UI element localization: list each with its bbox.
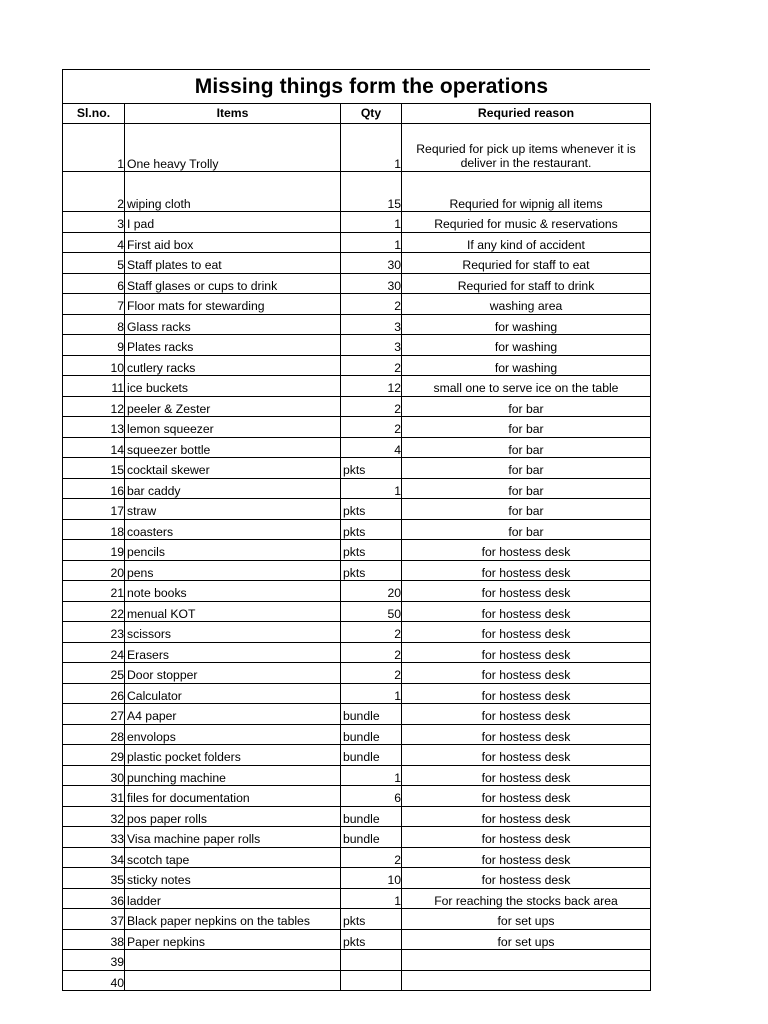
- cell-qty[interactable]: 20: [341, 581, 402, 602]
- cell-reason[interactable]: washing area: [402, 294, 651, 315]
- cell-qty[interactable]: pkts: [341, 560, 402, 581]
- cell-reason[interactable]: for bar: [402, 437, 651, 458]
- table-row: [63, 929, 651, 950]
- cell-item[interactable]: punching machine: [125, 765, 341, 786]
- table-row: [63, 335, 651, 356]
- cell-qty[interactable]: 2: [341, 417, 402, 438]
- header-items[interactable]: Items: [125, 104, 341, 124]
- cell-slno[interactable]: 9: [63, 335, 125, 356]
- cell-reason[interactable]: for hostess desk: [402, 827, 651, 848]
- cell-item[interactable]: cutlery racks: [125, 355, 341, 376]
- cell-reason[interactable]: for hostess desk: [402, 560, 651, 581]
- cell-slno[interactable]: 39: [63, 950, 125, 971]
- cell-qty[interactable]: pkts: [341, 519, 402, 540]
- cell-qty[interactable]: 1: [341, 124, 402, 172]
- cell-item[interactable]: Staff glases or cups to drink: [125, 273, 341, 294]
- cell-qty[interactable]: bundle: [341, 724, 402, 745]
- cell-item[interactable]: Erasers: [125, 642, 341, 663]
- cell-qty[interactable]: 10: [341, 868, 402, 889]
- table-row: [63, 172, 651, 212]
- cell-slno[interactable]: 22: [63, 601, 125, 622]
- table-row: [63, 745, 651, 766]
- cell-slno[interactable]: 32: [63, 806, 125, 827]
- cell-reason[interactable]: for hostess desk: [402, 745, 651, 766]
- cell-qty[interactable]: 1: [341, 212, 402, 233]
- cell-item[interactable]: plastic pocket folders: [125, 745, 341, 766]
- header-row: [63, 104, 651, 124]
- cell-item[interactable]: pos paper rolls: [125, 806, 341, 827]
- cell-slno[interactable]: 1: [63, 124, 125, 172]
- cell-item[interactable]: Door stopper: [125, 663, 341, 684]
- table-row: [63, 581, 651, 602]
- cell-reason[interactable]: for hostess desk: [402, 581, 651, 602]
- table-row: [63, 827, 651, 848]
- cell-item[interactable]: A4 paper: [125, 704, 341, 725]
- cell-qty[interactable]: 2: [341, 396, 402, 417]
- cell-slno[interactable]: 27: [63, 704, 125, 725]
- table-row: [63, 499, 651, 520]
- cell-slno[interactable]: 21: [63, 581, 125, 602]
- cell-reason[interactable]: for hostess desk: [402, 642, 651, 663]
- cell-item[interactable]: Visa machine paper rolls: [125, 827, 341, 848]
- cell-slno[interactable]: 12: [63, 396, 125, 417]
- cell-qty[interactable]: 2: [341, 642, 402, 663]
- table-row: [63, 124, 651, 172]
- cell-qty[interactable]: bundle: [341, 806, 402, 827]
- cell-qty[interactable]: 1: [341, 683, 402, 704]
- cell-qty[interactable]: bundle: [341, 745, 402, 766]
- table-row: [63, 909, 651, 930]
- cell-reason[interactable]: for bar: [402, 478, 651, 499]
- cell-reason[interactable]: for hostess desk: [402, 724, 651, 745]
- cell-slno[interactable]: 6: [63, 273, 125, 294]
- table-row: [63, 478, 651, 499]
- cell-reason[interactable]: For reaching the stocks back area: [402, 888, 651, 909]
- cell-qty[interactable]: 2: [341, 294, 402, 315]
- table-row: [63, 765, 651, 786]
- cell-reason[interactable]: for hostess desk: [402, 847, 651, 868]
- cell-slno[interactable]: 13: [63, 417, 125, 438]
- cell-qty[interactable]: 1: [341, 765, 402, 786]
- cell-reason[interactable]: for hostess desk: [402, 622, 651, 643]
- cell-qty[interactable]: 2: [341, 355, 402, 376]
- cell-slno[interactable]: 11: [63, 376, 125, 397]
- table-row: [63, 212, 651, 233]
- cell-reason[interactable]: Requried for staff to eat: [402, 253, 651, 274]
- cell-qty[interactable]: 3: [341, 314, 402, 335]
- cell-slno[interactable]: 5: [63, 253, 125, 274]
- cell-item[interactable]: Black paper nepkins on the tables: [125, 909, 341, 930]
- cell-item[interactable]: coasters: [125, 519, 341, 540]
- cell-slno[interactable]: 16: [63, 478, 125, 499]
- cell-item[interactable]: wiping cloth: [125, 172, 341, 212]
- cell-reason[interactable]: [402, 970, 651, 991]
- cell-reason[interactable]: for hostess desk: [402, 765, 651, 786]
- cell-reason[interactable]: for set ups: [402, 909, 651, 930]
- cell-slno[interactable]: 15: [63, 458, 125, 479]
- cell-qty[interactable]: 6: [341, 786, 402, 807]
- cell-item[interactable]: sticky notes: [125, 868, 341, 889]
- table-row: [63, 232, 651, 253]
- cell-item[interactable]: note books: [125, 581, 341, 602]
- cell-item[interactable]: [125, 970, 341, 991]
- cell-item[interactable]: straw: [125, 499, 341, 520]
- table-row: [63, 540, 651, 561]
- cell-item[interactable]: Floor mats for stewarding: [125, 294, 341, 315]
- cell-item[interactable]: First aid box: [125, 232, 341, 253]
- table-row: [63, 601, 651, 622]
- cell-qty[interactable]: [341, 950, 402, 971]
- cell-reason[interactable]: for hostess desk: [402, 663, 651, 684]
- cell-qty[interactable]: 50: [341, 601, 402, 622]
- table-row: [63, 314, 651, 335]
- cell-qty[interactable]: pkts: [341, 540, 402, 561]
- cell-qty[interactable]: 15: [341, 172, 402, 212]
- header-slno[interactable]: Sl.no.: [63, 104, 125, 124]
- cell-slno[interactable]: 14: [63, 437, 125, 458]
- table-row: [63, 519, 651, 540]
- cell-slno[interactable]: 17: [63, 499, 125, 520]
- cell-reason[interactable]: for hostess desk: [402, 786, 651, 807]
- cell-slno[interactable]: 37: [63, 909, 125, 930]
- table-row: [63, 294, 651, 315]
- table-row: [63, 458, 651, 479]
- table-row: [63, 253, 651, 274]
- cell-item[interactable]: pencils: [125, 540, 341, 561]
- cell-reason[interactable]: for hostess desk: [402, 704, 651, 725]
- cell-item[interactable]: Paper nepkins: [125, 929, 341, 950]
- cell-qty[interactable]: 30: [341, 273, 402, 294]
- cell-item[interactable]: One heavy Trolly: [125, 124, 341, 172]
- table-row: [63, 683, 651, 704]
- cell-item[interactable]: pens: [125, 560, 341, 581]
- header-reason[interactable]: Requried reason: [402, 104, 651, 124]
- cell-reason[interactable]: Requried for music & reservations: [402, 212, 651, 233]
- table-row: [63, 437, 651, 458]
- cell-reason[interactable]: Requried for staff to drink: [402, 273, 651, 294]
- table-row: [63, 560, 651, 581]
- cell-qty[interactable]: 30: [341, 253, 402, 274]
- cell-reason[interactable]: for bar: [402, 417, 651, 438]
- table-row: [63, 642, 651, 663]
- table-row: [63, 847, 651, 868]
- cell-slno[interactable]: 35: [63, 868, 125, 889]
- cell-qty[interactable]: 2: [341, 847, 402, 868]
- cell-item[interactable]: Glass racks: [125, 314, 341, 335]
- cell-item[interactable]: bar caddy: [125, 478, 341, 499]
- cell-reason[interactable]: for washing: [402, 355, 651, 376]
- cell-slno[interactable]: 8: [63, 314, 125, 335]
- cell-reason[interactable]: for bar: [402, 396, 651, 417]
- cell-qty[interactable]: pkts: [341, 909, 402, 930]
- cell-slno[interactable]: 25: [63, 663, 125, 684]
- cell-slno[interactable]: 26: [63, 683, 125, 704]
- cell-slno[interactable]: 2: [63, 172, 125, 212]
- cell-qty[interactable]: 1: [341, 478, 402, 499]
- cell-item[interactable]: squeezer bottle: [125, 437, 341, 458]
- cell-slno[interactable]: 20: [63, 560, 125, 581]
- cell-reason[interactable]: for hostess desk: [402, 868, 651, 889]
- cell-slno[interactable]: 34: [63, 847, 125, 868]
- cell-reason[interactable]: for hostess desk: [402, 806, 651, 827]
- cell-slno[interactable]: 38: [63, 929, 125, 950]
- cell-qty[interactable]: 1: [341, 888, 402, 909]
- cell-reason[interactable]: for washing: [402, 314, 651, 335]
- table-row: [63, 376, 651, 397]
- table-row: [63, 396, 651, 417]
- table-row: [63, 355, 651, 376]
- table-row: [63, 622, 651, 643]
- cell-slno[interactable]: 24: [63, 642, 125, 663]
- cell-item[interactable]: lemon squeezer: [125, 417, 341, 438]
- cell-qty[interactable]: 2: [341, 622, 402, 643]
- table-row: [63, 663, 651, 684]
- cell-slno[interactable]: 30: [63, 765, 125, 786]
- cell-qty[interactable]: 12: [341, 376, 402, 397]
- cell-slno[interactable]: 33: [63, 827, 125, 848]
- cell-qty[interactable]: pkts: [341, 458, 402, 479]
- cell-reason[interactable]: If any kind of accident: [402, 232, 651, 253]
- cell-item[interactable]: menual KOT: [125, 601, 341, 622]
- table-row: [63, 806, 651, 827]
- cell-slno[interactable]: 10: [63, 355, 125, 376]
- cell-qty[interactable]: 1: [341, 232, 402, 253]
- cell-slno[interactable]: 36: [63, 888, 125, 909]
- cell-item[interactable]: [125, 950, 341, 971]
- table-row: [63, 704, 651, 725]
- cell-item[interactable]: Calculator: [125, 683, 341, 704]
- cell-item[interactable]: ladder: [125, 888, 341, 909]
- cell-item[interactable]: cocktail skewer: [125, 458, 341, 479]
- cell-reason[interactable]: for set ups: [402, 929, 651, 950]
- cell-item[interactable]: I pad: [125, 212, 341, 233]
- cell-slno[interactable]: 28: [63, 724, 125, 745]
- cell-qty[interactable]: 3: [341, 335, 402, 356]
- cell-reason[interactable]: Requried for pick up items whenever it is deliver in the restaurant.: [402, 124, 651, 172]
- cell-reason[interactable]: for bar: [402, 458, 651, 479]
- cell-qty[interactable]: bundle: [341, 704, 402, 725]
- cell-item[interactable]: peeler & Zester: [125, 396, 341, 417]
- cell-qty[interactable]: pkts: [341, 929, 402, 950]
- cell-slno[interactable]: 7: [63, 294, 125, 315]
- table-row: [63, 417, 651, 438]
- cell-slno[interactable]: 3: [63, 212, 125, 233]
- cell-qty[interactable]: bundle: [341, 827, 402, 848]
- cell-reason[interactable]: for washing: [402, 335, 651, 356]
- cell-slno[interactable]: 4: [63, 232, 125, 253]
- cell-reason[interactable]: for hostess desk: [402, 601, 651, 622]
- spreadsheet: [62, 69, 650, 991]
- cell-item[interactable]: files for documentation: [125, 786, 341, 807]
- cell-qty[interactable]: 2: [341, 663, 402, 684]
- cell-qty[interactable]: pkts: [341, 499, 402, 520]
- cell-slno[interactable]: 29: [63, 745, 125, 766]
- cell-item[interactable]: envolops: [125, 724, 341, 745]
- cell-slno[interactable]: 40: [63, 970, 125, 991]
- cell-qty[interactable]: [341, 970, 402, 991]
- table-row: [63, 273, 651, 294]
- cell-reason[interactable]: for hostess desk: [402, 683, 651, 704]
- cell-slno[interactable]: 19: [63, 540, 125, 561]
- header-qty[interactable]: Qty: [341, 104, 402, 124]
- table-row: [63, 888, 651, 909]
- cell-item[interactable]: Plates racks: [125, 335, 341, 356]
- items-table: [62, 103, 651, 991]
- cell-slno[interactable]: 23: [63, 622, 125, 643]
- table-row: [63, 786, 651, 807]
- sheet-title: Missing things form the operations: [62, 69, 650, 103]
- cell-reason[interactable]: for bar: [402, 499, 651, 520]
- cell-qty[interactable]: 4: [341, 437, 402, 458]
- cell-slno[interactable]: 18: [63, 519, 125, 540]
- table-row: [63, 970, 651, 991]
- table-row: [63, 950, 651, 971]
- cell-reason[interactable]: for hostess desk: [402, 540, 651, 561]
- cell-reason[interactable]: [402, 950, 651, 971]
- cell-slno[interactable]: 31: [63, 786, 125, 807]
- cell-item[interactable]: ice buckets: [125, 376, 341, 397]
- cell-reason[interactable]: small one to serve ice on the table: [402, 376, 651, 397]
- table-row: [63, 868, 651, 889]
- cell-reason[interactable]: for bar: [402, 519, 651, 540]
- cell-item[interactable]: scissors: [125, 622, 341, 643]
- cell-item[interactable]: Staff plates to eat: [125, 253, 341, 274]
- table-row: [63, 724, 651, 745]
- cell-reason[interactable]: Requried for wipnig all items: [402, 172, 651, 212]
- cell-item[interactable]: scotch tape: [125, 847, 341, 868]
